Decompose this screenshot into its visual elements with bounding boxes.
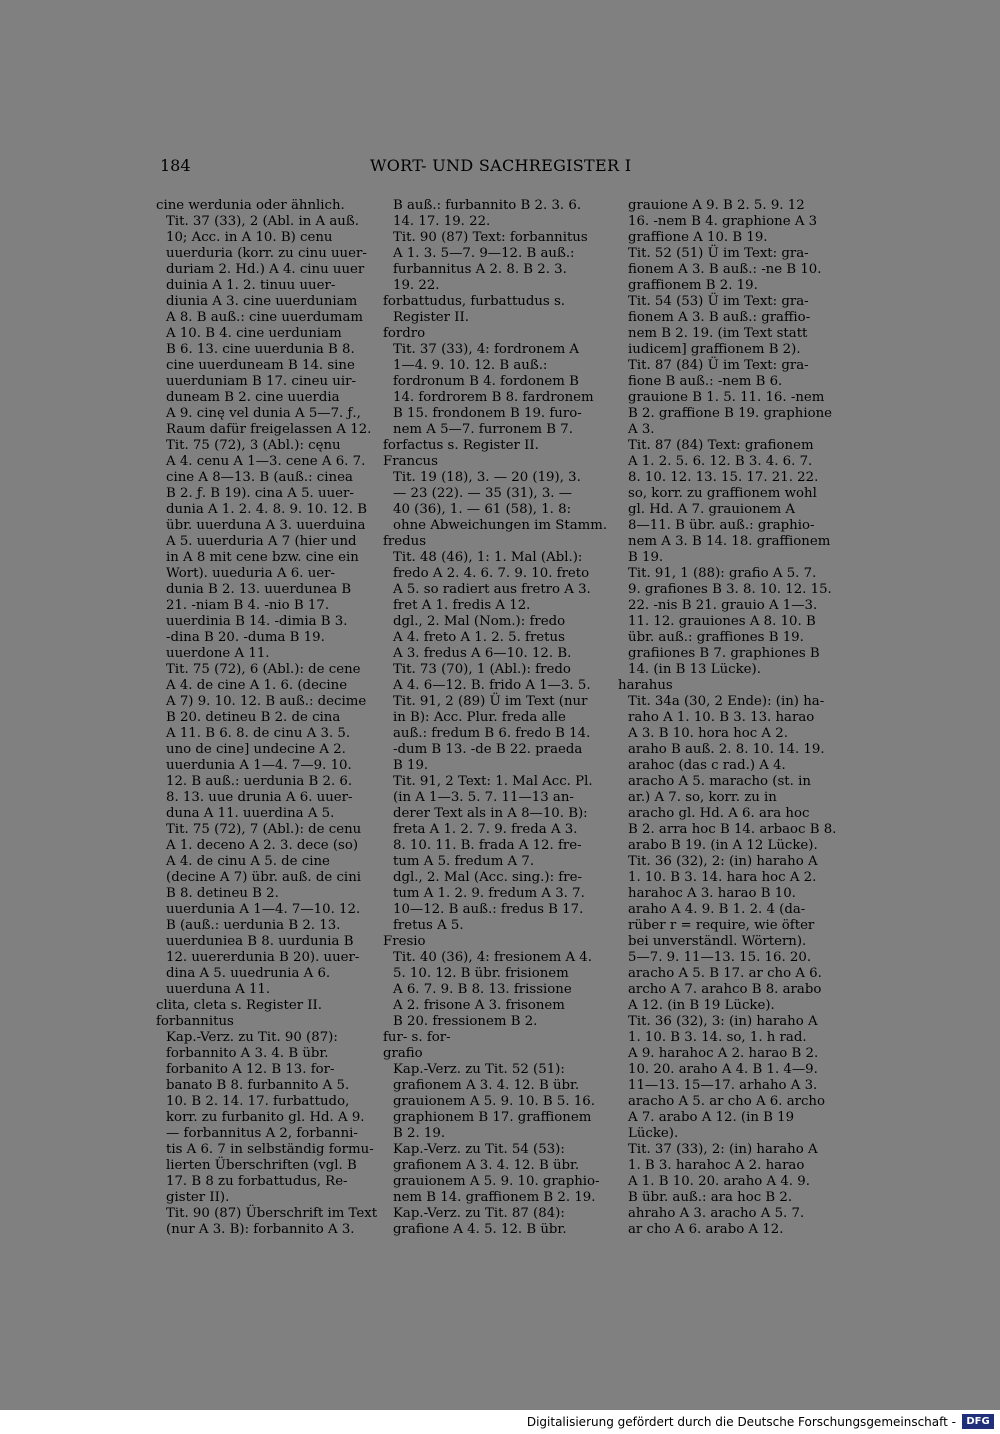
text-line: — forbannitus A 2, forbanni- — [166, 1126, 358, 1141]
text-line: A 4. 6—12. B. frido A 1—3. 5. — [393, 678, 591, 693]
text-line: 14. 17. 19. 22. — [393, 214, 491, 229]
text-line: dina A 5. uuedrunia A 6. — [166, 966, 331, 981]
text-line: A 5. uuerduria A 7 (hier und — [166, 534, 357, 549]
text-line: 16. -nem B 4. graphione A 3 — [628, 214, 818, 229]
text-line: Tit. 90 (87) Text: forbannitus — [393, 230, 588, 245]
text-line: Lücke). — [628, 1126, 679, 1141]
text-line: uno de cine] undecine A 2. — [166, 742, 346, 757]
text-line: harahus — [618, 678, 673, 693]
text-line: aracho gl. Hd. A 6. ara hoc — [628, 806, 810, 821]
text-line: Tit. 19 (18), 3. — 20 (19), 3. — [393, 470, 581, 485]
text-line: freta A 1. 2. 7. 9. freda A 3. — [393, 822, 578, 837]
text-line: fionem A 3. B auß.: -ne B 10. — [628, 262, 822, 277]
dfg-logo[interactable]: DFG — [962, 1414, 994, 1429]
text-line: A 5. so radiert aus fretro A 3. — [393, 582, 591, 597]
text-line: Tit. 90 (87) Überschrift im Text — [166, 1206, 378, 1221]
text-line: B 19. — [393, 758, 429, 773]
text-line: Francus — [383, 454, 438, 469]
text-line: B 2. ƒ. B 19). cina A 5. uuer- — [166, 486, 354, 501]
text-line: dunia B 2. 13. uuerdunea B — [166, 582, 352, 597]
text-line: A 3. — [628, 422, 655, 437]
text-line: A 6. 7. 9. B 8. 13. frissione — [393, 982, 572, 997]
page-number: 184 — [160, 156, 191, 175]
text-line: Kap.-Verz. zu Tit. 90 (87): — [166, 1030, 338, 1045]
text-line: A 9. harahoc A 2. harao B 2. — [628, 1046, 819, 1061]
text-line: Kap.-Verz. zu Tit. 54 (53): — [393, 1142, 565, 1157]
text-line: cine uuerduneam B 14. sine — [166, 358, 355, 373]
text-line: Wort). uueduria A 6. uer- — [166, 566, 335, 581]
text-line: diunia A 3. cine uuerduniam — [166, 294, 358, 309]
text-line: A 10. B 4. cine uerduniam — [166, 326, 342, 341]
text-line: graphionem B 17. graffionem — [393, 1110, 592, 1125]
text-line: 11—13. 15—17. arhaho A 3. — [628, 1078, 818, 1093]
text-line: ar.) A 7. so, korr. zu in — [628, 790, 777, 805]
text-line: 8. 13. uue drunia A 6. uuer- — [166, 790, 353, 805]
text-line: tum A 1. 2. 9. fredum A 3. 7. — [393, 886, 585, 901]
text-line: Tit. 36 (32), 2: (in) haraho A — [628, 854, 818, 869]
text-line: araho A 4. 9. B 1. 2. 4 (da- — [628, 902, 806, 917]
text-line: archo A 7. arahco B 8. arabo — [628, 982, 822, 997]
text-line: A 4. cenu A 1—3. cene A 6. 7. — [166, 454, 366, 469]
text-line: dunia A 1. 2. 4. 8. 9. 10. 12. B — [166, 502, 367, 517]
text-line: (nur A 3. B): forbannito A 3. — [166, 1222, 355, 1237]
text-line: Tit. 75 (72), 3 (Abl.): cęnu — [166, 438, 341, 453]
text-line: Tit. 48 (46), 1: 1. Mal (Abl.): — [393, 550, 583, 565]
text-line: fredo A 2. 4. 6. 7. 9. 10. freto — [393, 566, 590, 581]
text-line: araho B auß. 2. 8. 10. 14. 19. — [628, 742, 825, 757]
text-line: A 8. B auß.: cine uuerdumam — [166, 310, 363, 325]
text-line: Tit. 91, 2 Text: 1. Mal Acc. Pl. — [393, 774, 593, 789]
text-line: 14. fordrorem B 8. fardronem — [393, 390, 594, 405]
text-line: Tit. 34a (30, 2 Ende): (in) ha- — [628, 694, 825, 709]
text-line: ahraho A 3. aracho A 5. 7. — [628, 1206, 805, 1221]
text-line: B 20. fressionem B 2. — [393, 1014, 538, 1029]
text-line: A 7. arabo A 12. (in B 19 — [628, 1110, 795, 1125]
text-line: A 12. (in B 19 Lücke). — [628, 998, 775, 1013]
text-line: fione B auß.: -nem B 6. — [628, 374, 783, 389]
text-line: Tit. 37 (33), 2: (in) haraho A — [628, 1142, 818, 1157]
text-line: gl. Hd. A 7. grauionem A — [628, 502, 796, 517]
text-line: -dum B 13. -de B 22. praeda — [393, 742, 583, 757]
text-line: fionem A 3. B auß.: graffio- — [628, 310, 811, 325]
text-line: uuerdunia A 1—4. 7—10. 12. — [166, 902, 361, 917]
text-line: gister II). — [166, 1190, 230, 1205]
text-line: nem B 2. 19. (im Text statt — [628, 326, 808, 341]
text-line: fur- s. for- — [383, 1030, 451, 1045]
text-line: 10; Acc. in A 10. B) cenu — [166, 230, 333, 245]
text-line: aracho A 5. ar cho A 6. archo — [628, 1094, 825, 1109]
text-line: Tit. 75 (72), 7 (Abl.): de cenu — [166, 822, 362, 837]
text-line: Tit. 40 (36), 4: fresionem A 4. — [393, 950, 592, 965]
text-line: A 3. fredus A 6—10. 12. B. — [393, 646, 572, 661]
text-line: duriam 2. Hd.) A 4. cinu uuer — [166, 262, 365, 277]
text-line: dgl., 2. Mal (Nom.): fredo — [393, 614, 566, 629]
text-line: -dina B 20. -duma B 19. — [166, 630, 325, 645]
text-line: 1—4. 9. 10. 12. B auß.: — [393, 358, 548, 373]
text-line: 8—11. B übr. auß.: graphio- — [628, 518, 815, 533]
text-line: uuerduniea B 8. uurdunia B — [166, 934, 354, 949]
text-line: A 4. de cinu A 5. de cine — [166, 854, 330, 869]
text-line: 11. 12. grauiones A 8. 10. B — [628, 614, 816, 629]
text-line: A 11. B 6. 8. de cinu A 3. 5. — [166, 726, 351, 741]
text-line: nem A 3. B 14. 18. graffionem — [628, 534, 831, 549]
running-head: WORT- UND SACHREGISTER I — [370, 156, 632, 175]
text-line: uuerdinia B 14. -dimia B 3. — [166, 614, 348, 629]
text-column-middle — [383, 198, 608, 1238]
text-line: 14. (in B 13 Lücke). — [628, 662, 761, 677]
text-line: A 1. B 10. 20. araho A 4. 9. — [628, 1174, 810, 1189]
text-line: B 19. — [628, 550, 664, 565]
text-line: duna A 11. uuerdina A 5. — [166, 806, 335, 821]
text-line: duinia A 1. 2. tinuu uuer- — [166, 278, 336, 293]
text-line: aracho A 5. B 17. ar cho A 6. — [628, 966, 822, 981]
text-line: raho A 1. 10. B 3. 13. harao — [628, 710, 815, 725]
text-line: A 4. de cine A 1. 6. (decine — [166, 678, 348, 693]
funding-notice: Digitalisierung gefördert durch die Deutsche Forschungsgemeinschaft - — [526, 1415, 956, 1429]
text-line: Kap.-Verz. zu Tit. 87 (84): — [393, 1206, 565, 1221]
text-line: 5—7. 9. 11—13. 15. 16. 20. — [628, 950, 812, 965]
text-line: so, korr. zu graffionem wohl — [628, 486, 817, 501]
text-line: Tit. 87 (84) Text: grafionem — [628, 438, 814, 453]
text-line: A 7) 9. 10. 12. B auß.: decime — [166, 694, 367, 709]
text-line: 17. B 8 zu forbattudus, Re- — [166, 1174, 348, 1189]
text-line: 1. 10. B 3. 14. so, 1. h rad. — [628, 1030, 807, 1045]
text-line: 1. B 3. harahoc A 2. harao — [628, 1158, 805, 1173]
text-line: B 15. frondonem B 19. furo- — [393, 406, 582, 421]
text-line: 8. 10. 12. 13. 15. 17. 21. 22. — [628, 470, 819, 485]
text-line: B übr. auß.: ara hoc B 2. — [628, 1190, 793, 1205]
text-line: 8. 10. 11. B. frada A 12. fre- — [393, 838, 582, 853]
text-line: 12. B auß.: uerdunia B 2. 6. — [166, 774, 353, 789]
text-line: 40 (36), 1. — 61 (58), 1. 8: — [393, 502, 572, 517]
text-line: Fresio — [383, 934, 426, 949]
text-line: A 2. frisone A 3. frisonem — [393, 998, 565, 1013]
text-line: uuerdunia A 1—4. 7—9. 10. — [166, 758, 352, 773]
text-line: 10. 20. araho A 4. B 1. 4—9. — [628, 1062, 818, 1077]
text-line: Tit. 87 (84) Ü im Text: gra- — [628, 358, 809, 373]
text-line: bei unverständl. Wörtern). — [628, 934, 807, 949]
text-line: graffionem B 2. 19. — [628, 278, 758, 293]
text-line: rüber r = require, wie öfter — [628, 918, 815, 933]
text-line: harahoc A 3. harao B 10. — [628, 886, 796, 901]
text-line: forbattudus, furbattudus s. — [383, 294, 566, 309]
text-line: graffione A 10. B 19. — [628, 230, 768, 245]
text-line: 22. -nis B 21. grauio A 1—3. — [628, 598, 818, 613]
text-line: tis A 6. 7 in selbständig formu- — [166, 1142, 374, 1157]
text-line: 12. uuererdunia B 20). uuer- — [166, 950, 360, 965]
text-line: in B): Acc. Plur. freda alle — [393, 710, 566, 725]
text-line: arahoc (das c rad.) A 4. — [628, 758, 786, 773]
text-line: 21. -niam B 4. -nio B 17. — [166, 598, 330, 613]
text-line: Tit. 91, 2 (89) Ü im Text (nur — [393, 694, 588, 709]
text-line: übr. uuerduna A 3. uuerduina — [166, 518, 366, 533]
text-line: B 20. detineu B 2. de cina — [166, 710, 341, 725]
text-line: forbannitus — [156, 1014, 234, 1029]
text-line: Tit. 52 (51) Ü im Text: gra- — [628, 246, 809, 261]
text-line: Tit. 91, 1 (88): grafio A 5. 7. — [628, 566, 817, 581]
text-line: cine A 8—13. B (auß.: cinea — [166, 470, 353, 485]
text-line: B auß.: furbannito B 2. 3. 6. — [393, 198, 582, 213]
text-line: übr. auß.: graffiones B 19. — [628, 630, 804, 645]
text-line: 5. 10. 12. B übr. frisionem — [393, 966, 569, 981]
text-line: Tit. 75 (72), 6 (Abl.): de cene — [166, 662, 361, 677]
text-line: banato B 8. furbannito A 5. — [166, 1078, 350, 1093]
text-line: arabo B 19. (in A 12 Lücke). — [628, 838, 818, 853]
text-line: A 9. cinę vel dunia A 5—7. ƒ., — [166, 406, 361, 421]
text-line: grafionem A 3. 4. 12. B übr. — [393, 1158, 580, 1173]
text-line: nem A 5—7. furronem B 7. — [393, 422, 573, 437]
text-line: grauione B 1. 5. 11. 16. -nem — [628, 390, 825, 405]
text-line: 9. grafiones B 3. 8. 10. 12. 15. — [628, 582, 832, 597]
text-line: aracho A 5. maracho (st. in — [628, 774, 811, 789]
text-line: fretus A 5. — [393, 918, 464, 933]
text-line: 10—12. B auß.: fredus B 17. — [393, 902, 584, 917]
text-line: — 23 (22). — 35 (31), 3. — — [393, 486, 573, 501]
text-line: uuerduria (korr. zu cinu uuer- — [166, 246, 367, 261]
text-line: (decine A 7) übr. auß. de cini — [166, 870, 362, 885]
text-line: B 2. arra hoc B 14. arbaoc B 8. — [628, 822, 837, 837]
text-line: nem B 14. graffionem B 2. 19. — [393, 1190, 596, 1205]
text-line: Raum dafür freigelassen A 12. — [166, 422, 372, 437]
text-line: Kap.-Verz. zu Tit. 52 (51): — [393, 1062, 565, 1077]
text-line: duneam B 2. cine uuerdia — [166, 390, 340, 405]
text-line: ar cho A 6. arabo A 12. — [628, 1222, 784, 1237]
text-line: 19. 22. — [393, 278, 440, 293]
text-line: grafionem A 3. 4. 12. B übr. — [393, 1078, 580, 1093]
text-line: fredus — [383, 534, 427, 549]
text-line: B 2. graffione B 19. graphione — [628, 406, 833, 421]
text-line: grafiiones B 7. graphiones B — [628, 646, 820, 661]
text-line: dgl., 2. Mal (Acc. sing.): fre- — [393, 870, 582, 885]
text-line: Tit. 36 (32), 3: (in) haraho A — [628, 1014, 818, 1029]
text-line: Tit. 37 (33), 2 (Abl. in A auß. — [166, 214, 359, 229]
text-line: auß.: fredum B 6. fredo B 14. — [393, 726, 591, 741]
text-line: B 8. detineu B 2. — [166, 886, 279, 901]
text-line: forfactus s. Register II. — [383, 438, 539, 453]
footer-bar — [0, 1410, 1000, 1434]
text-line: A 1. 3. 5—7. 9—12. B auß.: — [393, 246, 575, 261]
text-line: fordronum B 4. fordonem B — [393, 374, 579, 389]
text-line: Register II. — [393, 310, 469, 325]
text-line: A 4. freto A 1. 2. 5. fretus — [393, 630, 565, 645]
text-line: clita, cleta s. Register II. — [156, 998, 323, 1013]
text-line: 10. B 2. 14. 17. furbattudo, — [166, 1094, 350, 1109]
text-line: in A 8 mit cene bzw. cine ein — [166, 550, 359, 565]
text-line: korr. zu furbanito gl. Hd. A 9. — [166, 1110, 365, 1125]
text-column-left — [156, 198, 378, 1238]
text-column-right — [618, 198, 837, 1238]
text-line: furbannitus A 2. 8. B 2. 3. — [393, 262, 567, 277]
text-line: tum A 5. fredum A 7. — [393, 854, 535, 869]
text-line: B 2. 19. — [393, 1126, 446, 1141]
text-line: forbanito A 12. B 13. for- — [166, 1062, 335, 1077]
text-line: grafione A 4. 5. 12. B übr. — [393, 1222, 567, 1237]
text-line: B (auß.: uerdunia B 2. 13. — [166, 918, 341, 933]
text-line: cine werdunia oder ähnlich. — [156, 198, 345, 213]
text-line: lierten Überschriften (vgl. B — [166, 1158, 357, 1173]
text-line: A 1. deceno A 2. 3. dece (so) — [166, 838, 359, 853]
text-line: grauionem A 5. 9. 10. B 5. 16. — [393, 1094, 595, 1109]
text-line: uuerduniam B 17. cineu uir- — [166, 374, 356, 389]
text-line: grafio — [383, 1046, 423, 1061]
text-line: B 6. 13. cine uuerdunia B 8. — [166, 342, 355, 357]
text-line: Tit. 73 (70), 1 (Abl.): fredo — [393, 662, 571, 677]
text-line: Tit. 37 (33), 4: fordronem A — [393, 342, 580, 357]
text-line: uuerdone A 11. — [166, 646, 270, 661]
text-line: (in A 1—3. 5. 7. 11—13 an- — [393, 790, 574, 805]
text-line: 1. 10. B 3. 14. hara hoc A 2. — [628, 870, 817, 885]
text-line: ohne Abweichungen im Stamm. — [393, 518, 608, 533]
text-line: derer Text als in A 8—10. B): — [393, 806, 588, 821]
text-line: fordro — [383, 326, 426, 341]
text-line: iudicem] graffionem B 2). — [628, 342, 801, 357]
text-line: A 3. B 10. hora hoc A 2. — [628, 726, 788, 741]
text-line: grauione A 9. B 2. 5. 9. 12 — [628, 198, 805, 213]
text-line: A 1. 2. 5. 6. 12. B 3. 4. 6. 7. — [628, 454, 813, 469]
text-line: forbannito A 3. 4. B übr. — [166, 1046, 329, 1061]
text-line: fret A 1. fredis A 12. — [393, 598, 531, 613]
text-line: uuerduna A 11. — [166, 982, 271, 997]
text-line: Tit. 54 (53) Ü im Text: gra- — [628, 294, 809, 309]
text-line: grauionem A 5. 9. 10. graphio- — [393, 1174, 600, 1189]
